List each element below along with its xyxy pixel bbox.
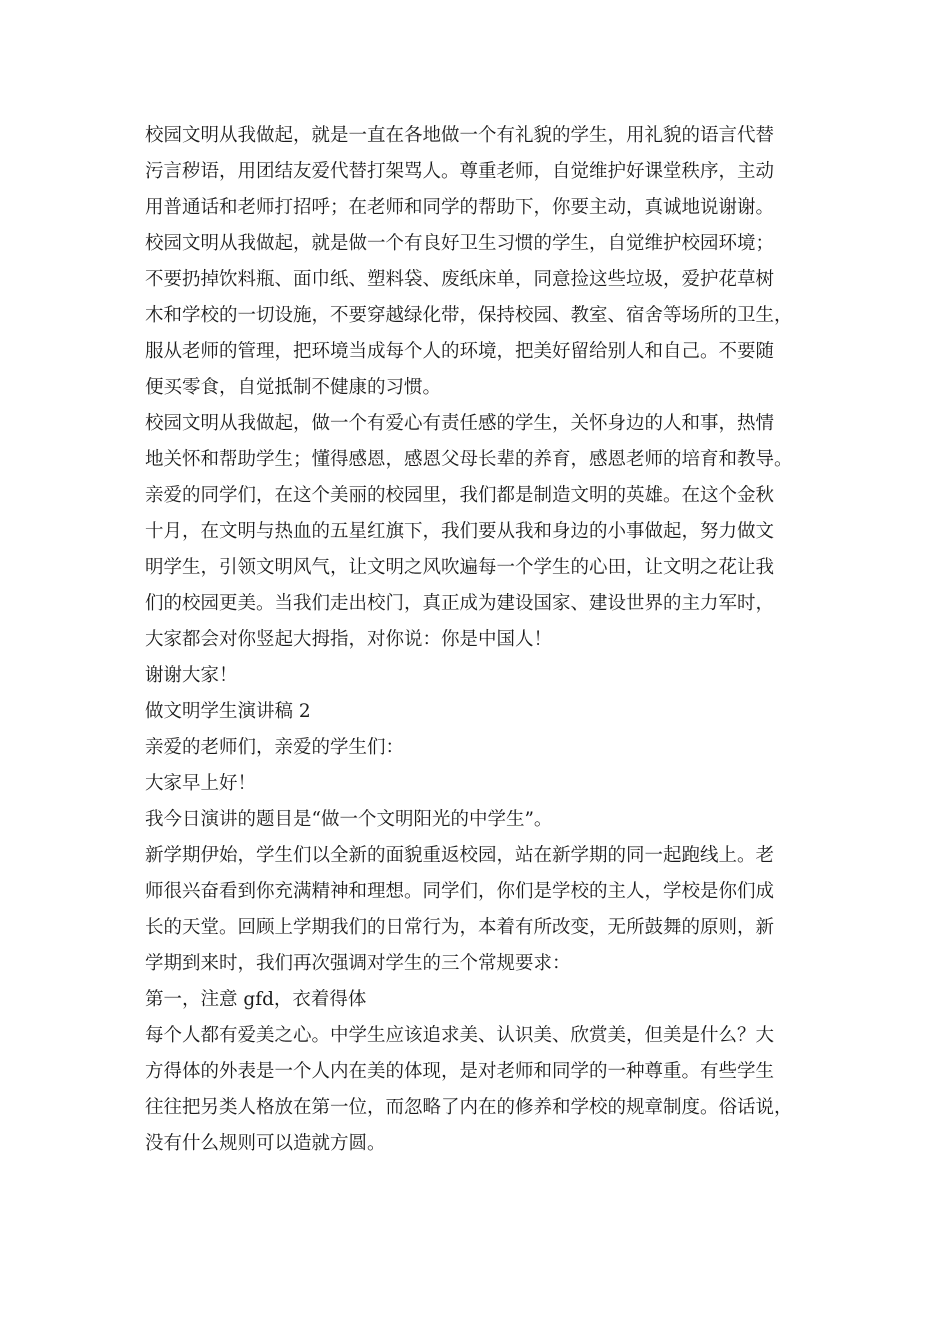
text-line: 们的校园更美。当我们走出校门，真正成为建设国家、建设世界的主力军时， [145, 593, 775, 614]
text-line: 木和学校的一切设施，不要穿越绿化带，保持校园、教室、宿舍等场所的卫生， [145, 305, 793, 326]
text-line: 亲爱的同学们，在这个美丽的校园里，我们都是制造文明的英雄。在这个金秋 [145, 485, 775, 506]
text-line: 用普通话和老师打招呼；在老师和同学的帮助下，你要主动，真诚地说谢谢。 [145, 197, 775, 218]
text-line: 长的天堂。回顾上学期我们的日常行为，本着有所改变，无所鼓舞的原则，新 [145, 917, 775, 938]
text-line: 校园文明从我做起，做一个有爱心有责任感的学生，关怀身边的人和事，热情 [145, 413, 775, 434]
text-line: 十月，在文明与热血的五星红旗下，我们要从我和身边的小事做起，努力做文 [145, 521, 775, 542]
text-line: 师很兴奋看到你充满精神和理想。同学们，你们是学校的主人，学校是你们成 [145, 881, 775, 902]
text-line: 明学生，引领文明风气，让文明之风吹遍每一个学生的心田，让文明之花让我 [145, 557, 775, 578]
text-line: 新学期伊始，学生们以全新的面貌重返校园，站在新学期的同一起跑线上。老 [145, 845, 775, 866]
text-line: 服从老师的管理，把环境当成每个人的环境，把美好留给别人和自己。不要随 [145, 341, 775, 362]
text-line: 便买零食，自觉抵制不健康的习惯。 [145, 377, 442, 398]
text-line: 方得体的外表是一个人内在美的体现，是对老师和同学的一种尊重。有些学生 [145, 1061, 775, 1082]
text-line: 学期到来时，我们再次强调对学生的三个常规要求： [145, 953, 571, 974]
text-line: 校园文明从我做起，就是做一个有良好卫生习惯的学生，自觉维护校园环境； [145, 233, 775, 254]
text-line: 没有什么规则可以造就方圆。 [145, 1133, 386, 1154]
closing-line: 谢谢大家！ [145, 665, 238, 686]
subheading-line: 第一，注意 gfd，衣着得体 [145, 989, 367, 1010]
document-body [145, 118, 810, 1162]
text-line: 我今日演讲的题目是“做一个文明阳光的中学生”。 [145, 809, 553, 830]
text-line: 每个人都有爱美之心。中学生应该追求美、认识美、欣赏美，但美是什么？大 [145, 1025, 775, 1046]
section-title: 做文明学生演讲稿 2 [145, 701, 311, 722]
greeting-line: 大家早上好！ [145, 773, 257, 794]
text-line: 不要扔掉饮料瓶、面巾纸、塑料袋、废纸床单，同意捡这些垃圾，爱护花草树 [145, 269, 775, 290]
greeting-line: 亲爱的老师们，亲爱的学生们： [145, 737, 405, 758]
text-line: 大家都会对你竖起大拇指，对你说：你是中国人！ [145, 629, 553, 650]
text-line: 校园文明从我做起，就是一直在各地做一个有礼貌的学生，用礼貌的语言代替 [145, 125, 775, 146]
text-line: 污言秽语，用团结友爱代替打架骂人。尊重老师，自觉维护好课堂秩序，主动 [145, 161, 775, 182]
text-line: 地关怀和帮助学生；懂得感恩，感恩父母长辈的养育，感恩老师的培育和教导。 [145, 449, 793, 470]
text-line: 往往把另类人格放在第一位，而忽略了内在的修养和学校的规章制度。俗话说， [145, 1097, 793, 1118]
